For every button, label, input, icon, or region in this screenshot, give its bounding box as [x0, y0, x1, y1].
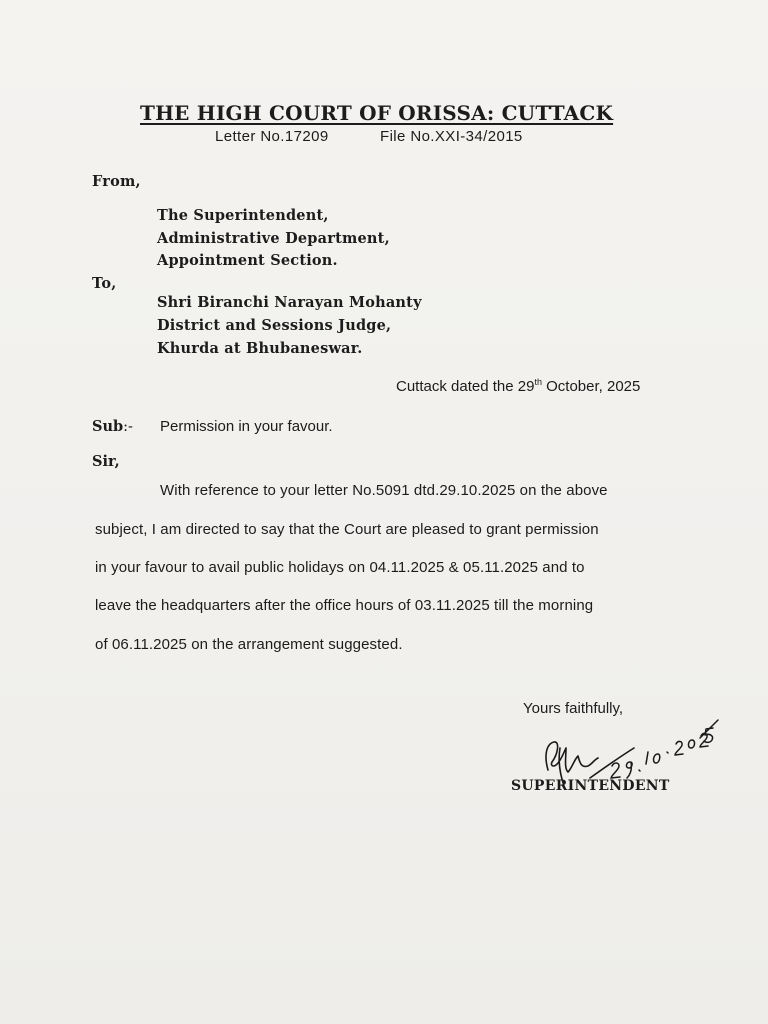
from-label: From,	[92, 173, 141, 190]
letter-number: Letter No.17209	[215, 128, 329, 145]
designation: SUPERINTENDENT	[511, 778, 670, 794]
court-title: THE HIGH COURT OF ORISSA: CUTTACK	[140, 101, 614, 125]
file-number: File No.XXI-34/2015	[380, 128, 523, 145]
to-label: To,	[92, 275, 117, 292]
recipient-line: Shri Biranchi Narayan Mohanty	[157, 294, 422, 311]
subject-label	[92, 418, 133, 435]
body-line: in your favour to avail public holidays on 04.11.2025 & 05.11.2025 and to	[95, 559, 585, 576]
recipient-line: Khurda at Bhubaneswar.	[157, 340, 363, 357]
date-prefix: Cuttack dated the 29	[396, 378, 535, 395]
subject-label-text: Sub	[92, 418, 124, 435]
date-rest: October, 2025	[541, 378, 641, 395]
body-line: leave the headquarters after the office hours of 03.11.2025 till the morning	[95, 597, 594, 614]
closing-line: Yours faithfully,	[523, 700, 624, 717]
recipient-line: District and Sessions Judge,	[157, 317, 392, 334]
sender-line: Administrative Department,	[157, 230, 390, 247]
subject-label-suffix: :-	[123, 419, 133, 435]
sender-line: Appointment Section.	[157, 252, 338, 269]
body-line: subject, I am directed to say that the Court are pleased to grant permission	[95, 521, 599, 538]
body-line: of 06.11.2025 on the arrangement suggested.	[95, 636, 403, 653]
subject-text: Permission in your favour.	[160, 418, 333, 435]
sender-line: The Superintendent,	[157, 207, 329, 224]
body-line: With reference to your letter No.5091 dtd.29.10.2025 on the above	[160, 482, 608, 499]
letter-date	[396, 377, 640, 395]
date-ordinal: th	[534, 377, 542, 387]
salutation: Sir,	[92, 453, 120, 470]
